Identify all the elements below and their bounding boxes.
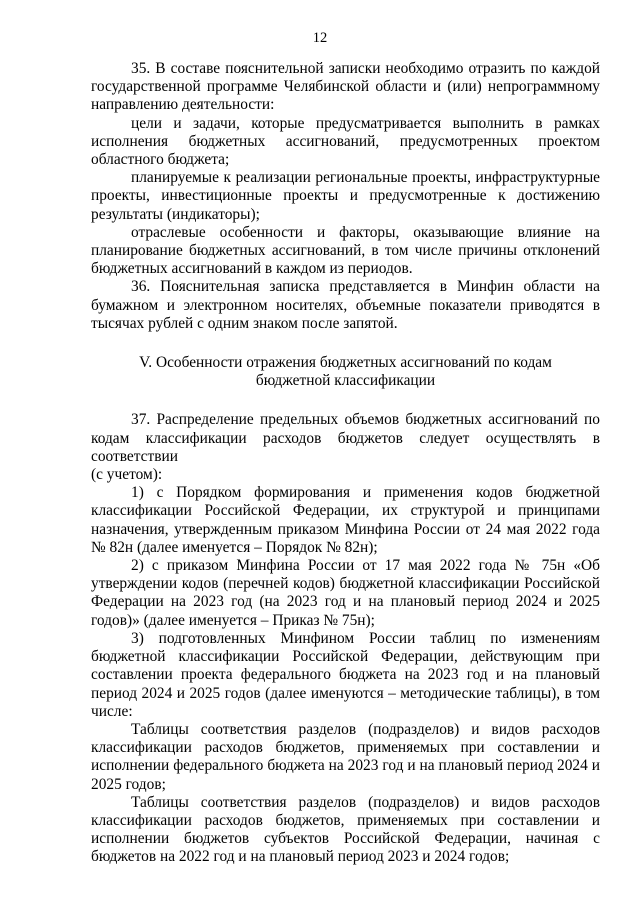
spacer: [91, 390, 600, 411]
paragraph-37: 37. Распределение предельных объемов бюджетных ассигнований по кодам классификации расходов бюджетов следует осуществлять в соответствии: [91, 411, 600, 465]
table-item-federal: Таблицы соответствия разделов (подразделов) и видов расходов классификации расходов бюджетов, применяемых при составлении и исполнении федерального бюджета на 2023 год и на плановый период 2024 и 2025 годов;: [91, 720, 600, 793]
spacer: [91, 333, 600, 354]
list-item-3: 3) подготовленных Минфином России таблиц по изменениям бюджетной классификации Российской Федерации, действующим при составлении проекта федерального бюджета на 2023 год и на плановый период 2024 и 2025 годов (далее именуются – методические таблицы), в том числе:: [91, 629, 600, 720]
list-item-goals: цели и задачи, которые предусматривается выполнить в рамках исполнения бюджетных ассигнований, предусмотренных проектом областного бюджета;: [91, 114, 600, 169]
table-item-regional: Таблицы соответствия разделов (подразделов) и видов расходов классификации расходов бюджетов, применяемых при составлении и исполнении бюджетов субъектов Российской Федерации, начиная с бюджетов на 2022 год и на плановый период 2023 и 2024 годов;: [91, 793, 600, 866]
list-item-1: 1) с Порядком формирования и применения кодов бюджетной классификации Российской Федерации, их структурой и принципами назначения, утвержденным приказом Минфина России от 24 мая 2022 года № 82н (далее именуется – Порядок № 82н);: [91, 484, 600, 556]
document-body: [91, 60, 600, 867]
list-item-2: 2) с приказом Минфина России от 17 мая 2022 года № 75н «Об утверждении кодов (перечней кодов) бюджетной классификации Российской Федерации на 2023 год (на 2023 год и на плановый период 2024 и 2025 годов)» (далее именуется – Приказ № 75н);: [91, 557, 600, 629]
list-item-factors: отраслевые особенности и факторы, оказывающие влияние на планирование бюджетных ассигнований, в том числе причины отклонений бюджетных ассигнований в каждом из периодов.: [91, 223, 600, 278]
page-number: 12: [312, 30, 328, 46]
list-item-projects: планируемые к реализации региональные проекты, инфраструктурные проекты, инвестиционные проекты и предусмотренные к достижению результаты (индикаторы);: [91, 169, 600, 223]
section-heading: V. Особенности отражения бюджетных ассигнований по кодам бюджетной классификации: [139, 354, 552, 390]
paragraph-37-note: (с учетом):: [91, 466, 163, 484]
paragraph-35: 35. В составе пояснительной записки необходимо отразить по каждой государственной программе Челябинской области и (или) непрограммному направлению деятельности:: [91, 60, 600, 114]
paragraph-36: 36. Пояснительная записка представляется в Минфин области на бумажном и электронном носителях, объемные показатели приводятся в тысячах рублей с одним знаком после запятой.: [91, 278, 600, 332]
